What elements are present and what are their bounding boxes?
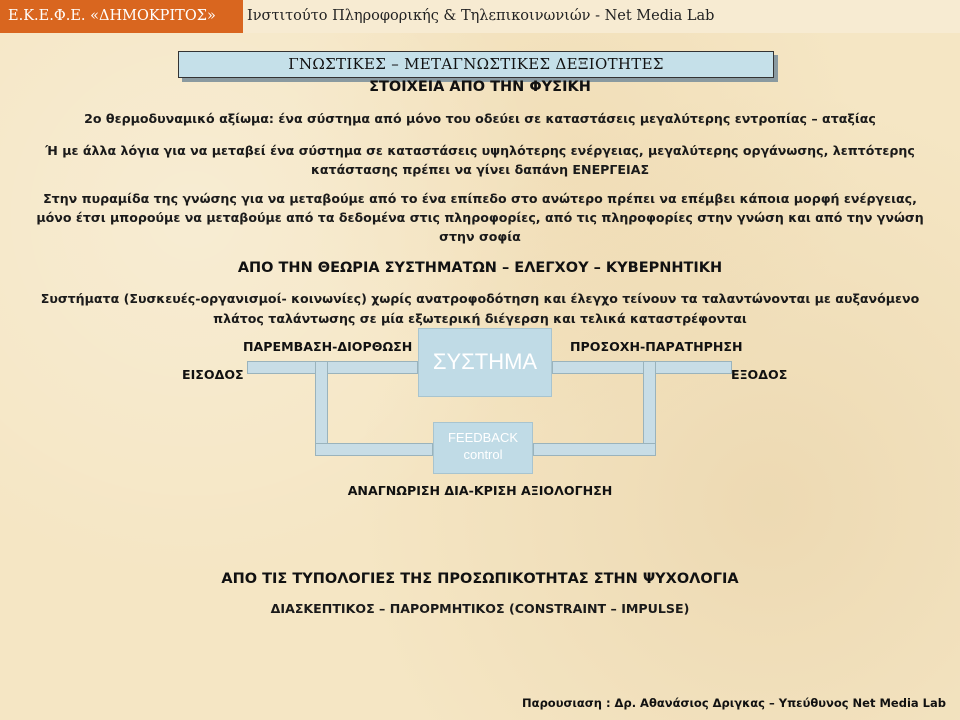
feedback-bottom-left-pipe <box>315 443 433 456</box>
attention-label: ΠΡΟΣΟΧΗ-ΠΑΡΑΤΗΡΗΣΗ <box>570 339 743 354</box>
header-bar <box>0 0 960 33</box>
thermodynamic-axiom: 2ο θερμοδυναμικό αξίωμα: ένα σύστημα από μόνο του οδεύει σε καταστάσεις μεγαλύτερης εντροπίας – αταξίας <box>84 111 876 126</box>
presenter-credit: Παρουσιαση : Δρ. Αθανάσιος Δριγκας – Υπεύθυνος Net Media Lab <box>522 696 946 710</box>
personality-types: ΔΙΑΣΚΕΠΤΙΚΟΣ – ΠΑΡΟΡΜΗΤΙΚΟΣ (CONSTRAINT – IMPULSE) <box>270 601 690 616</box>
input-label: ΕΙΣΟΔΟΣ <box>182 367 244 382</box>
slide-title: ΓΝΩΣΤΙΚΕΣ – ΜΕΤΑΓΝΩΣΤΙΚΕΣ ΔΕΞΙΟΤΗΤΕΣ <box>178 51 774 78</box>
energy-line-2: κατάστασης πρέπει να γίνει δαπάνη ΕΝΕΡΓΕΙΑΣ <box>310 162 650 177</box>
systems-line-1: Συστήματα (Συσκευές-οργανισμοί- κοινωνίες) χωρίς ανατροφοδότηση και έλεγχο τείνουν τα ταλαντώνονται με αυξανόμενο <box>40 291 920 306</box>
pyramid-line-3: στην σοφία <box>439 229 521 244</box>
feedback-box <box>433 422 533 474</box>
feedback-left-pipe <box>315 361 328 456</box>
physics-heading: ΣΤΟΙΧΕΙΑ ΑΠΟ ΤΗΝ ΦΥΣΙΚΗ <box>369 79 591 95</box>
pyramid-line-1: Στην πυραμίδα της γνώσης για να μεταβούμε από το ένα επίπεδο στο ανώτερο πρέπει να επέμβει κάποια μορφή ενέργειας, <box>43 191 917 206</box>
organization-name: Ε.Κ.Ε.Φ.Ε. «ΔΗΜΟΚΡΙΤΟΣ» <box>0 0 243 33</box>
systems-line-2: πλάτος ταλάντωσης σε μία εξωτερική διέγερση και τελικά καταστρέφονται <box>213 311 747 326</box>
systems-heading: ΑΠΟ ΤΗΝ ΘΕΩΡΙΑ ΣΥΣΤΗΜΑΤΩΝ – ΕΛΕΓΧΟΥ – ΚΥΒΕΡΝΗΤΙΚΗ <box>237 260 723 276</box>
psychology-heading: ΑΠΟ ΤΙΣ ΤΥΠΟΛΟΓΙΕΣ ΤΗΣ ΠΡΟΣΩΠΙΚΟΤΗΤΑΣ ΣΤΗΝ ΨΥΧΟΛΟΓΙΑ <box>221 571 739 587</box>
energy-line-1: Ή με άλλα λόγια για να μεταβεί ένα σύστημα σε καταστάσεις υψηλότερης ενέργειας, μεγαλύτερης οργάνωσης, λεπτότερης <box>45 143 915 158</box>
control-label: control <box>463 447 503 462</box>
system-label: ΣΥΣΤΗΜΑ <box>432 349 538 374</box>
intervention-label: ΠΑΡΕΜΒΑΣΗ-ΔΙΟΡΘΩΣΗ <box>243 339 413 354</box>
system-box <box>418 328 552 397</box>
recognition-label: ΑΝΑΓΝΩΡΙΣΗ ΔΙΑ-ΚΡΙΣΗ ΑΞΙΟΛΟΓΗΣΗ <box>347 483 613 498</box>
feedback-right-pipe <box>643 361 656 456</box>
feedback-bottom-right-pipe <box>533 443 656 456</box>
institute-name: Ινστιτούτο Πληροφορικής & Τηλεπικοινωνιών - Net Media Lab <box>247 8 715 24</box>
input-pipe <box>247 361 418 374</box>
pyramid-line-2: μόνο έτσι μπορούμε να μεταβούμε από τα δεδομένα στις πληροφορίες, από τις πληροφορίες στην γνώση και από την γνώση <box>36 210 924 225</box>
feedback-label: FEEDBACK <box>447 430 519 445</box>
output-label: ΕΞΟΔΟΣ <box>731 367 788 382</box>
output-pipe <box>552 361 732 374</box>
